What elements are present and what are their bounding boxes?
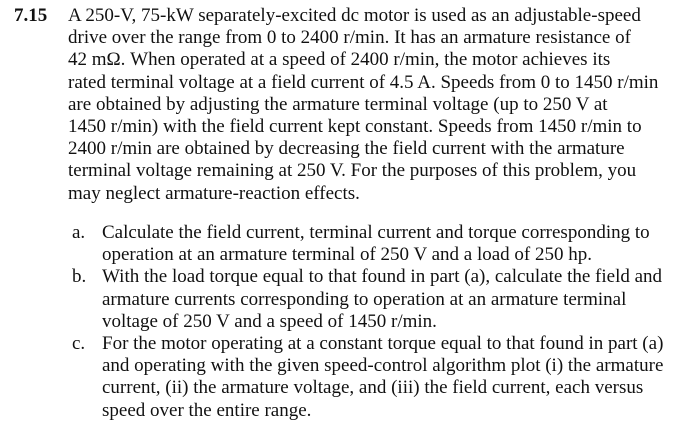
statement-line: 42 mΩ. When operated at a speed of 2400 r/min, the motor achieves its	[68, 49, 611, 71]
part-label: a.	[72, 222, 86, 243]
part-line: armature currents corresponding to operation at an armature terminal	[102, 288, 627, 310]
part-line: and operating with the given speed-control algorithm plot (i) the armature	[102, 355, 664, 377]
statement-line: drive over the range from 0 to 2400 r/min. It has an armature resistance of	[68, 27, 631, 49]
part-line: Calculate the field current, terminal current and torque corresponding to	[102, 222, 650, 243]
part-line: voltage of 250 V and a speed of 1450 r/min.	[102, 310, 437, 332]
statement-line: 1450 r/min) with the field current kept constant. Speeds from 1450 r/min to	[68, 116, 642, 138]
statement-line: terminal voltage remaining at 250 V. For the purposes of this problem, you	[68, 160, 637, 182]
part-line: current, (ii) the armature voltage, and (iii) the field current, each versus	[102, 377, 644, 399]
part-b	[68, 266, 694, 333]
statement-line: are obtained by adjusting the armature terminal voltage (up to 250 V at	[68, 93, 608, 115]
problem-parts-list	[68, 222, 694, 422]
part-line: For the motor operating at a constant torque equal to that found in part (a)	[102, 333, 664, 355]
part-label: b.	[72, 266, 87, 288]
part-line: With the load torque equal to that found in part (a), calculate the field and	[102, 266, 663, 288]
problem-number: 7.15	[14, 5, 48, 26]
statement-line: 2400 r/min are obtained by decreasing the field current with the armature	[68, 138, 625, 160]
statement-line: rated terminal voltage at a field current of 4.5 A. Speeds from 0 to 1450 r/min	[68, 71, 659, 93]
part-c	[68, 333, 694, 422]
part-text	[102, 222, 694, 266]
part-line: speed over the entire range.	[102, 399, 312, 421]
part-text	[102, 333, 694, 422]
part-text	[102, 266, 694, 333]
problem-statement	[68, 5, 694, 205]
part-a	[68, 222, 694, 266]
part-line: operation at an armature terminal of 250 V and a load of 250 hp.	[102, 244, 592, 266]
statement-line: may neglect armature-reaction effects.	[68, 182, 360, 204]
part-label: c.	[72, 333, 86, 355]
statement-line: A 250-V, 75-kW separately-excited dc motor is used as an adjustable-speed	[68, 5, 641, 26]
